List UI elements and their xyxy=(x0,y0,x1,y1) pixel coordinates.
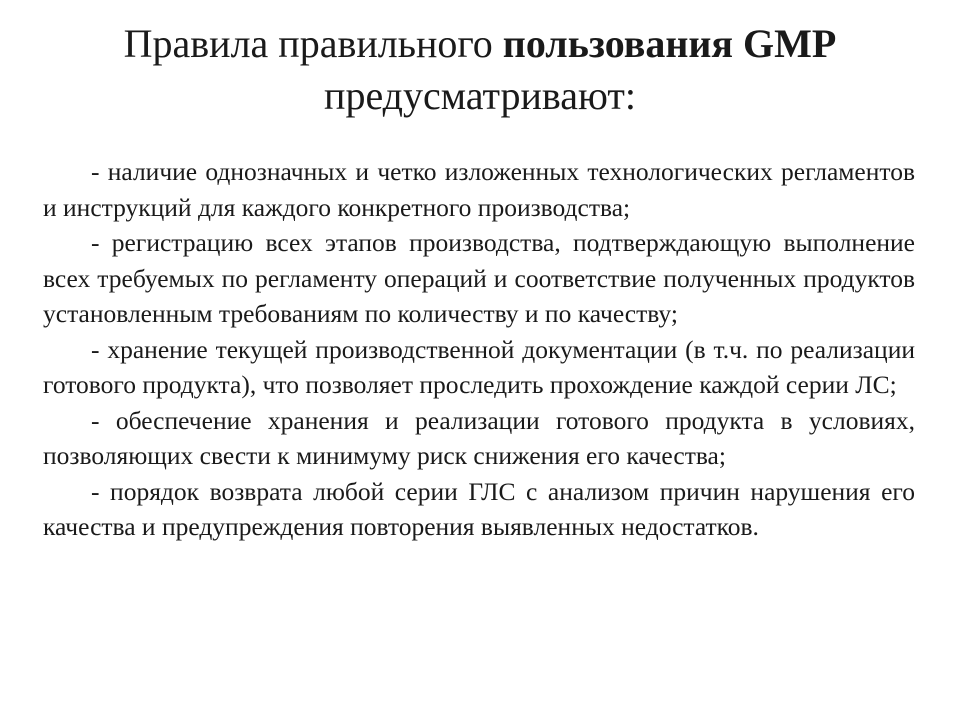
slide-title xyxy=(60,18,900,122)
title-line2: предусматривают: xyxy=(324,73,636,118)
slide-body xyxy=(43,154,915,545)
list-item: - регистрацию всех этапов производства, подтверждающую выполнение всех требуемых по регламенту операций и соответствие полученных продуктов установленным требованиям по количеству и по качеству; xyxy=(43,228,915,328)
list-item: - обеспечение хранения и реализации готового продукта в условиях, позволяющих свести к минимуму риск снижения его качества; xyxy=(43,405,915,470)
list-item: - хранение текущей производственной документации (в т.ч. по реализации готового продукта), что позволяет проследить прохождение каждой серии ЛС; xyxy=(43,334,915,399)
list-item: - порядок возврата любой серии ГЛС с анализом причин нарушения его качества и предупреждения повторения выявленных недостатков. xyxy=(43,476,915,541)
list-item: - наличие однозначных и четко изложенных технологических регламентов и инструкций для каждого конкретного производства; xyxy=(43,157,915,222)
title-part2-bold: пользования GMP xyxy=(502,21,837,66)
title-part1: Правила правильного xyxy=(123,21,503,66)
